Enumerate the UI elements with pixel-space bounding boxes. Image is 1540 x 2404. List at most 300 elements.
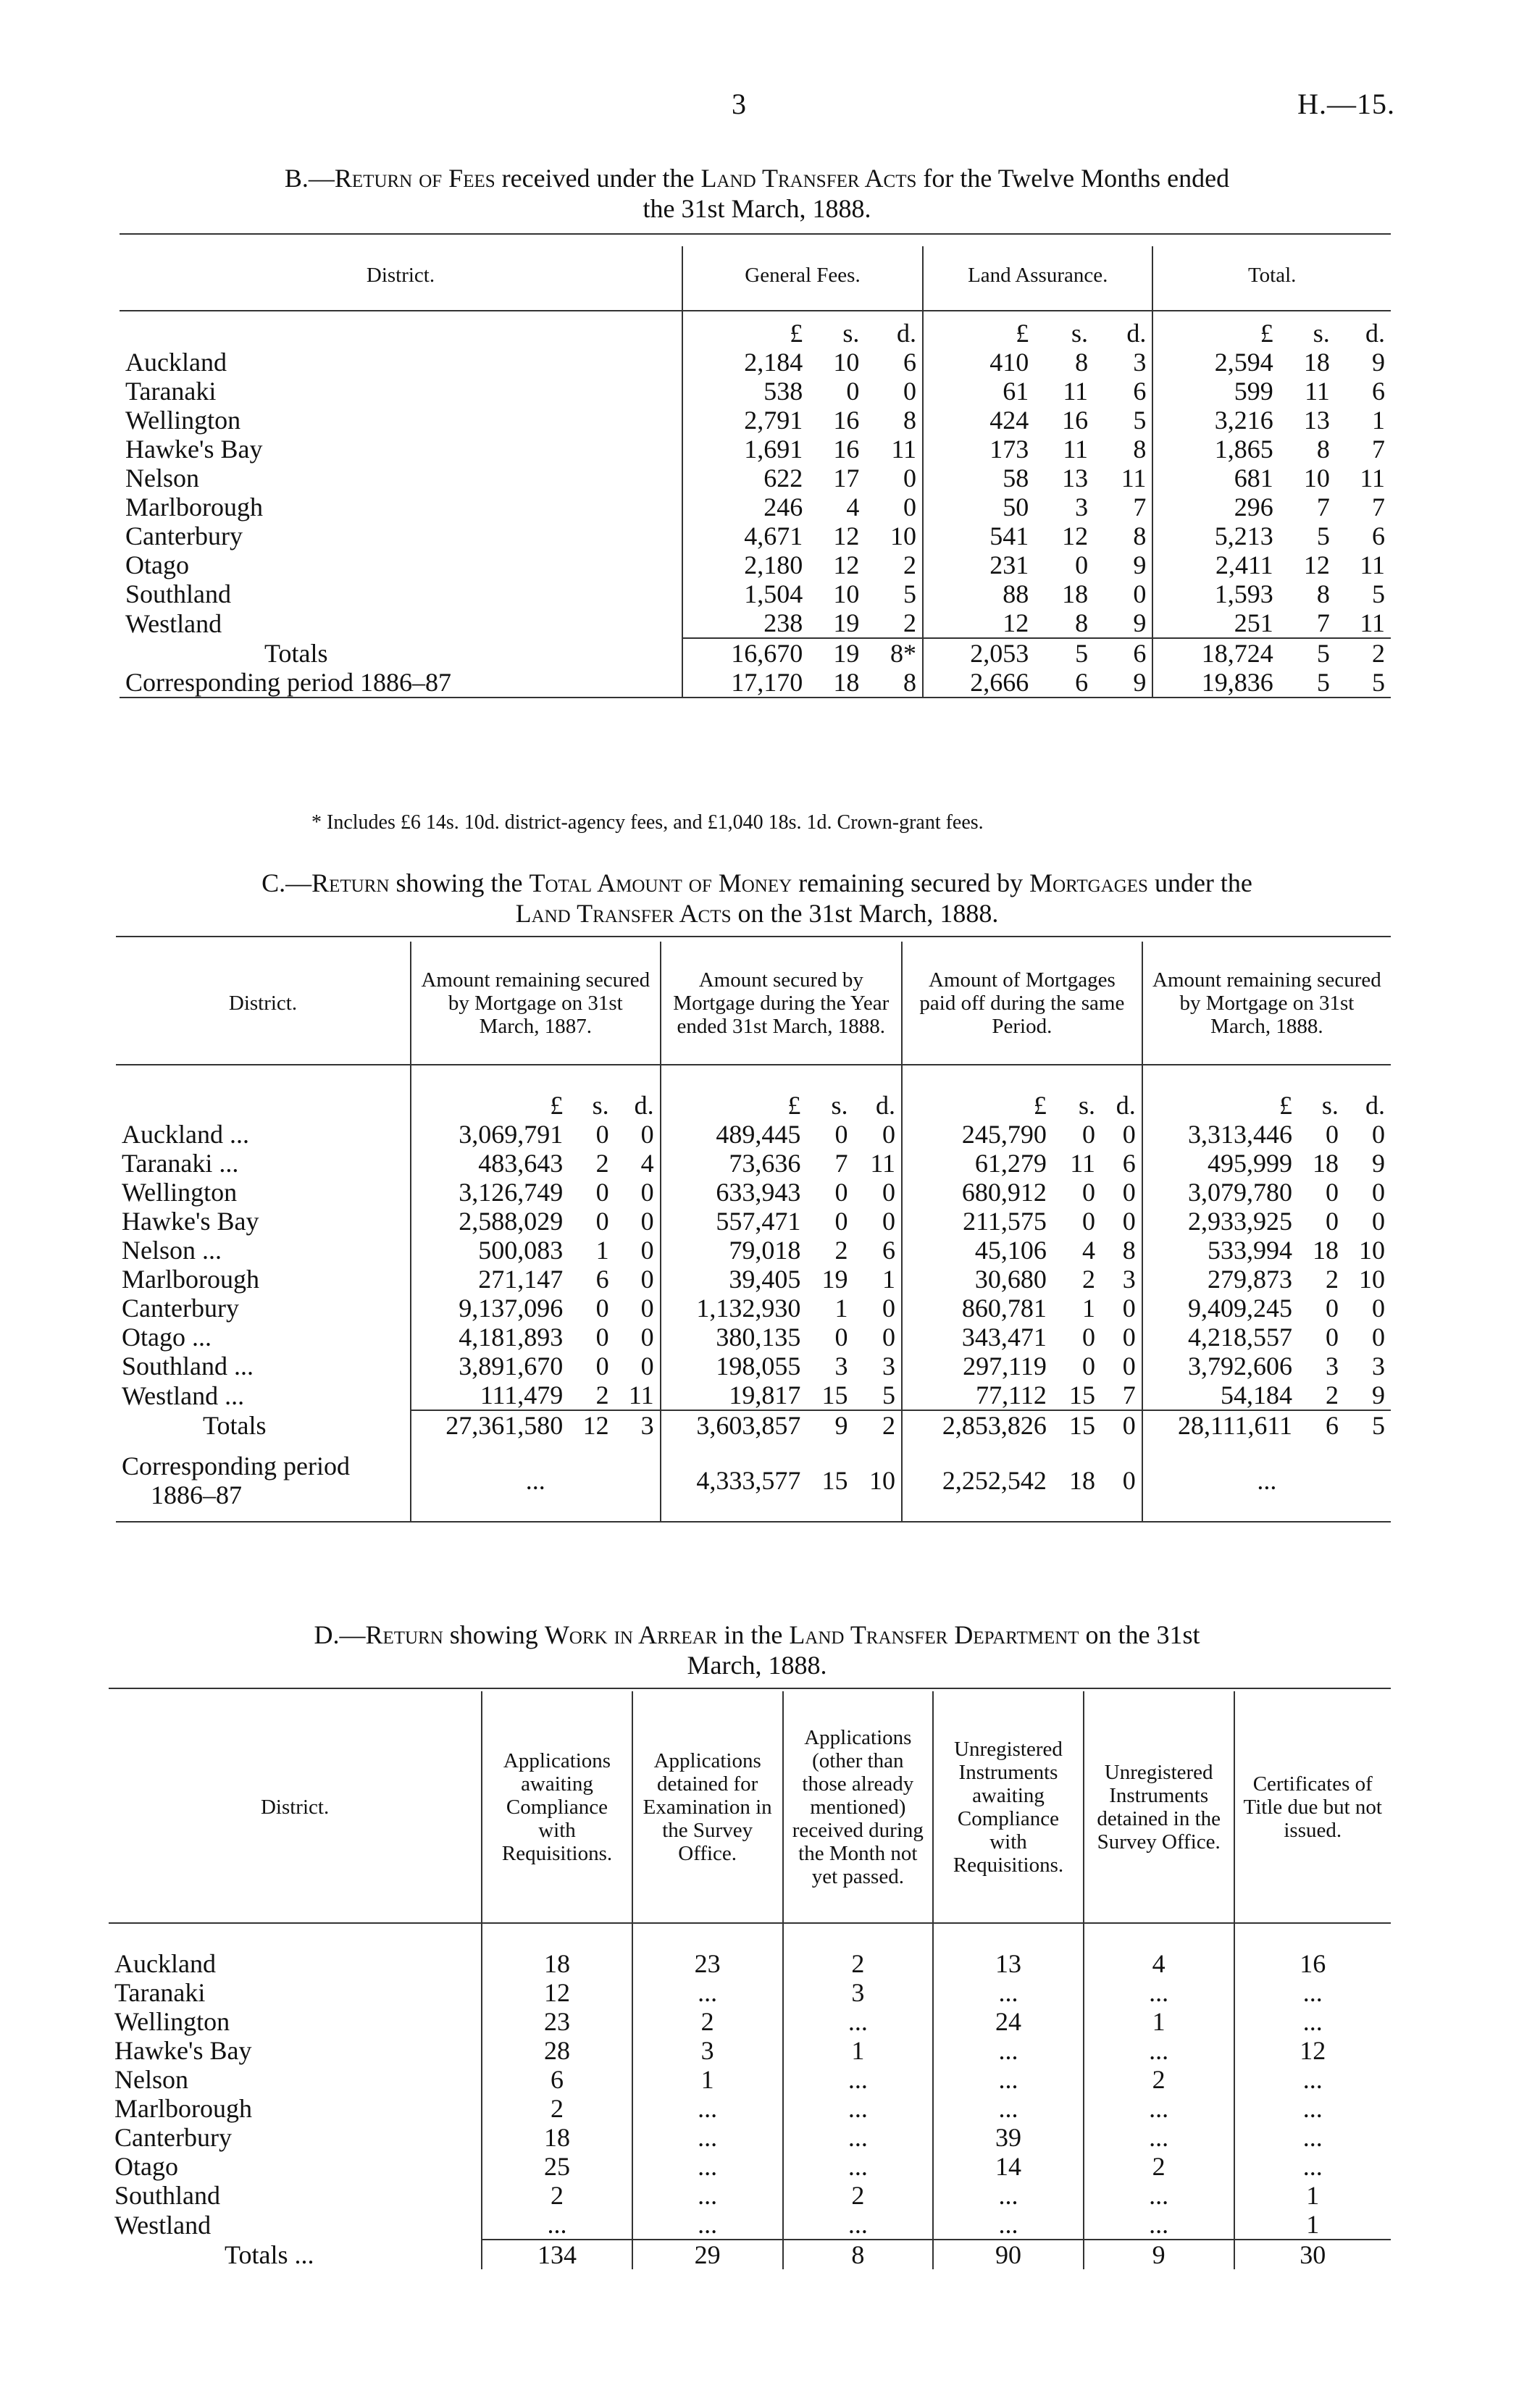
amount-cell: 1 [1372, 406, 1385, 435]
corresponding-row [116, 1440, 1391, 1522]
amount-cell: 1,865 [1152, 435, 1279, 464]
amount-cell: 6 [1122, 1149, 1136, 1178]
amount-cell: 0 [1122, 1323, 1136, 1352]
amount-cell: 18 [1053, 1440, 1101, 1522]
amount-cell: 0 [1133, 579, 1147, 608]
amount-cell: 0 [1081, 1323, 1095, 1352]
table-row [120, 377, 1391, 406]
amount-cell: 19 [833, 608, 860, 637]
amount-cell: 3,792,606 [1142, 1352, 1298, 1381]
amount-cell: 0 [882, 1323, 895, 1352]
count-cell: ... [933, 2181, 1084, 2210]
amount-cell: 11 [1063, 377, 1089, 406]
amount-cell: 15 [1068, 1381, 1095, 1410]
table-row [120, 348, 1391, 377]
amount-cell: 18 [1062, 579, 1089, 608]
amount-cell: 3 [882, 1352, 895, 1381]
count-cell: 1 [1234, 2181, 1392, 2210]
amount-cell: 0 [1101, 1440, 1142, 1522]
district-name: Otago [125, 550, 189, 579]
count-cell: ... [783, 2007, 934, 2036]
amount-cell: 0 [640, 1120, 654, 1149]
count-cell: 18 [482, 2123, 632, 2152]
count-cell: ... [1234, 2065, 1392, 2094]
amount-cell: 0 [1081, 1207, 1095, 1236]
amount-cell: 538 [682, 377, 808, 406]
amount-cell: 11 [628, 1381, 654, 1410]
units-spacer [120, 319, 682, 348]
amount-cell: 11 [1070, 1149, 1095, 1178]
count-cell: ... [933, 2210, 1084, 2240]
footnote: * Includes £6 14s. 10d. district-agency fees, and £1,040 18s. 1d. Crown-grant fees. [311, 811, 984, 834]
amount-cell: 5 [1372, 579, 1385, 608]
amount-cell: 4,181,893 [411, 1323, 569, 1352]
count-cell: 25 [482, 2152, 632, 2181]
count-cell: 24 [933, 2007, 1084, 2036]
count-cell: 30 [1234, 2240, 1392, 2269]
amount-cell: 2,184 [682, 348, 808, 377]
count-cell: ... [783, 2210, 934, 2240]
count-cell: ... [1234, 1978, 1392, 2007]
amount-cell: 541 [923, 522, 1034, 550]
table-row [120, 550, 1391, 579]
amount-cell: 8 [1316, 435, 1330, 464]
divider [120, 233, 1391, 235]
count-cell: ... [1084, 1978, 1234, 2007]
district-name: Hawke's Bay [125, 435, 263, 464]
count-cell: 2 [783, 2181, 934, 2210]
count-cell: ... [632, 2210, 783, 2240]
amount-cell: 54,184 [1142, 1381, 1298, 1410]
amount-cell: 1,593 [1152, 579, 1279, 608]
amount-cell: 9,137,096 [411, 1294, 569, 1323]
count-cell: 2 [1084, 2065, 1234, 2094]
corresponding-row [120, 668, 1391, 698]
count-cell: 29 [632, 2240, 783, 2269]
unit-label: £ [682, 319, 808, 348]
amount-cell: 10 [890, 522, 917, 550]
amount-cell: 2,791 [682, 406, 808, 435]
count-cell: 8 [783, 2240, 934, 2269]
district-name: Hawke's Bay [122, 1207, 259, 1236]
amount-cell: 13 [1303, 406, 1330, 435]
amount-cell: 2 [1325, 1265, 1339, 1294]
amount-cell: 9 [1094, 668, 1152, 698]
amount-cell: 7 [1372, 435, 1385, 464]
amount-cell: 10 [1303, 464, 1330, 493]
amount-cell: 0 [834, 1207, 848, 1236]
amount-cell: 73,636 [661, 1149, 807, 1178]
amount-cell: 211,575 [902, 1207, 1053, 1236]
count-cell: 1 [783, 2036, 934, 2065]
amount-cell: 1,691 [682, 435, 808, 464]
count-cell: 18 [482, 1949, 632, 1978]
table-row [109, 1949, 1391, 1978]
amount-cell: 1 [595, 1236, 609, 1265]
table-row [109, 2036, 1391, 2065]
unit-label: £ [661, 1091, 807, 1120]
district-name: Canterbury [125, 522, 243, 550]
amount-cell: 2,411 [1152, 550, 1279, 579]
totals-label: Totals ... [225, 2240, 314, 2269]
amount-cell: 4,218,557 [1142, 1323, 1298, 1352]
amount-cell: 0 [595, 1323, 609, 1352]
amount-cell: 8 [1075, 348, 1089, 377]
unit-label: s. [592, 1091, 609, 1120]
amount-cell: 10 [833, 348, 860, 377]
amount-cell: 3 [615, 1410, 661, 1440]
totals-row [109, 2240, 1391, 2269]
corresponding-label: Corresponding period 1886–87 [120, 668, 682, 698]
district-name: Taranaki ... [122, 1149, 239, 1178]
amount-cell: 0 [1122, 1207, 1136, 1236]
amount-cell: 16,670 [682, 638, 808, 668]
amount-cell: 2 [1081, 1265, 1095, 1294]
totals-row [120, 638, 1391, 668]
unit-label: s. [1078, 1091, 1095, 1120]
amount-cell: 0 [640, 1236, 654, 1265]
amount-cell: 6 [903, 348, 917, 377]
amount-cell: 111,479 [411, 1381, 569, 1410]
amount-cell: 11 [1121, 464, 1147, 493]
column-header-unregistered-detained: Unregistered Instruments detained in the Survey Office. [1084, 1691, 1234, 1923]
count-cell: 9 [1084, 2240, 1234, 2269]
amount-cell: 0 [903, 493, 917, 522]
column-header-unregistered-awaiting: Unregistered Instruments awaiting Compliance with Requisitions. [933, 1691, 1084, 1923]
table-row [116, 1381, 1391, 1410]
column-header-total: Total. [1152, 246, 1391, 304]
count-cell: ... [783, 2123, 934, 2152]
amount-cell: 0 [1325, 1178, 1339, 1207]
amount-cell: 50 [923, 493, 1034, 522]
amount-cell: ... [1142, 1440, 1391, 1522]
column-header-detained-examination: Applications detained for Examination in the Survey Office. [632, 1691, 783, 1923]
count-cell: 23 [482, 2007, 632, 2036]
page-reference: H.—15. [1297, 88, 1395, 120]
amount-cell: 231 [923, 550, 1034, 579]
amount-cell: 5 [1034, 638, 1094, 668]
amount-cell: 18,724 [1152, 638, 1279, 668]
amount-cell: 3,126,749 [411, 1178, 569, 1207]
amount-cell: 11 [1360, 464, 1385, 493]
amount-cell: 0 [882, 1207, 895, 1236]
amount-cell: 0 [1122, 1120, 1136, 1149]
unit-label: s. [1071, 319, 1089, 348]
unit-label: s. [831, 1091, 848, 1120]
amount-cell: 0 [1372, 1178, 1385, 1207]
table-row [109, 2123, 1391, 2152]
amount-cell: 0 [595, 1120, 609, 1149]
count-cell: ... [933, 2094, 1084, 2123]
amount-cell: 6 [882, 1236, 895, 1265]
amount-cell: 5 [1344, 1410, 1391, 1440]
unit-label: d. [897, 319, 917, 348]
count-cell: ... [482, 2210, 632, 2240]
amount-cell: 9 [1372, 1381, 1385, 1410]
count-cell: 6 [482, 2065, 632, 2094]
page-number: 3 [732, 88, 746, 120]
amount-cell: 0 [595, 1352, 609, 1381]
district-name: Nelson [125, 464, 199, 493]
count-cell: ... [1084, 2036, 1234, 2065]
amount-cell: 3 [1372, 1352, 1385, 1381]
column-header-remaining-1887: Amount remaining secured by Mortgage on 31st March, 1887. [411, 942, 661, 1065]
amount-cell: 495,999 [1142, 1149, 1298, 1178]
amount-cell: 19,817 [661, 1381, 807, 1410]
amount-cell: 8* [865, 638, 923, 668]
count-cell: ... [933, 1978, 1084, 2007]
amount-cell: 633,943 [661, 1178, 807, 1207]
amount-cell: 0 [1325, 1294, 1339, 1323]
amount-cell: 3,891,670 [411, 1352, 569, 1381]
count-cell: 23 [632, 1949, 783, 1978]
amount-cell: 483,643 [411, 1149, 569, 1178]
amount-cell: 246 [682, 493, 808, 522]
amount-cell: 28,111,611 [1142, 1410, 1298, 1440]
amount-cell: 2 [903, 550, 917, 579]
amount-cell: 2 [1336, 638, 1391, 668]
unit-label: £ [923, 319, 1034, 348]
column-header-district: District. [228, 991, 298, 1015]
count-cell: ... [1084, 2123, 1234, 2152]
unit-label: £ [411, 1091, 569, 1120]
amount-cell: 489,445 [661, 1120, 807, 1149]
count-cell: ... [632, 2123, 783, 2152]
column-header-secured-during-year: Amount secured by Mortgage during the Year ended 31st March, 1888. [661, 942, 902, 1065]
table-row [116, 1120, 1391, 1149]
count-cell: 1 [632, 2065, 783, 2094]
amount-cell: 4 [640, 1149, 654, 1178]
count-cell: 13 [933, 1949, 1084, 1978]
amount-cell: 0 [595, 1178, 609, 1207]
unit-label: £ [902, 1091, 1053, 1120]
amount-cell: 18 [808, 668, 865, 698]
amount-cell: 0 [834, 1120, 848, 1149]
count-cell: 3 [783, 1978, 934, 2007]
count-cell: 90 [933, 2240, 1084, 2269]
amount-cell: 271,147 [411, 1265, 569, 1294]
amount-cell: 39,405 [661, 1265, 807, 1294]
corresponding-label-line: Corresponding period [122, 1452, 350, 1480]
column-header-land-assurance: Land Assurance. [923, 246, 1152, 304]
amount-cell: 0 [1122, 1178, 1136, 1207]
section-d-title: D.—Return showing Work in Arrear in the Land Transfer Department on the 31st March, 1888. [314, 1620, 1200, 1680]
count-cell: ... [1084, 2210, 1234, 2240]
amount-cell: 11 [1360, 550, 1385, 579]
amount-cell: 30,680 [902, 1265, 1053, 1294]
amount-cell: 2,933,925 [1142, 1207, 1298, 1236]
amount-cell: 3,313,446 [1142, 1120, 1298, 1149]
amount-cell: 0 [1081, 1178, 1095, 1207]
table-row [116, 1265, 1391, 1294]
amount-cell: 3 [1133, 348, 1147, 377]
amount-cell: 7 [834, 1149, 848, 1178]
district-name: Wellington [114, 2007, 230, 2036]
amount-cell: 10 [1359, 1265, 1385, 1294]
count-cell: 12 [482, 1978, 632, 2007]
amount-cell: 0 [640, 1323, 654, 1352]
table-row [116, 1207, 1391, 1236]
amount-cell: 18 [1303, 348, 1330, 377]
amount-cell: 0 [834, 1323, 848, 1352]
amount-cell: 8 [903, 406, 917, 435]
amount-cell: 2 [595, 1149, 609, 1178]
count-cell: ... [783, 2065, 934, 2094]
count-cell: 3 [632, 2036, 783, 2065]
count-cell: 39 [933, 2123, 1084, 2152]
count-cell: ... [1084, 2181, 1234, 2210]
units-row [116, 1091, 1391, 1120]
units-spacer [116, 1091, 411, 1120]
amount-cell: 0 [1325, 1207, 1339, 1236]
district-name: Auckland ... [122, 1120, 249, 1149]
district-name: Auckland [114, 1949, 216, 1978]
divider [109, 1688, 1391, 1689]
amount-cell: 279,873 [1142, 1265, 1298, 1294]
amount-cell: 0 [846, 377, 860, 406]
amount-cell: 12 [569, 1410, 614, 1440]
table-row [116, 1323, 1391, 1352]
district-name: Nelson [114, 2065, 188, 2094]
unit-label: d. [1126, 319, 1147, 348]
amount-cell: 251 [1152, 608, 1279, 638]
amount-cell: 3,216 [1152, 406, 1279, 435]
district-name: Marlborough [125, 493, 263, 522]
amount-cell: 12 [833, 522, 860, 550]
amount-cell: 10 [1359, 1236, 1385, 1265]
count-cell: 1 [1084, 2007, 1234, 2036]
unit-label: d. [1365, 1091, 1385, 1120]
district-name: Wellington [125, 406, 241, 435]
amount-cell: 2 [903, 608, 917, 637]
table-row [116, 1352, 1391, 1381]
amount-cell: 15 [1053, 1410, 1101, 1440]
amount-cell: 11 [1063, 435, 1089, 464]
amount-cell: 9 [1372, 348, 1385, 377]
amount-cell: 6 [1298, 1410, 1344, 1440]
amount-cell: 3,603,857 [661, 1410, 807, 1440]
count-cell: ... [1234, 2094, 1392, 2123]
count-cell: ... [1234, 2152, 1392, 2181]
district-name: Westland [125, 608, 222, 638]
amount-cell: 0 [640, 1352, 654, 1381]
amount-cell: 2,588,029 [411, 1207, 569, 1236]
fees-table [120, 246, 1391, 698]
district-name: Southland ... [122, 1352, 254, 1381]
amount-cell: 0 [903, 464, 917, 493]
table-row [109, 2152, 1391, 2181]
amount-cell: 27,361,580 [411, 1410, 569, 1440]
amount-cell: 1 [834, 1294, 848, 1323]
count-cell: ... [1234, 2123, 1392, 2152]
count-cell: 12 [1234, 2036, 1392, 2065]
amount-cell: 17 [833, 464, 860, 493]
column-header-awaiting-compliance: Applications awaiting Compliance with Requisitions. [482, 1691, 632, 1923]
amount-cell: 5,213 [1152, 522, 1279, 550]
district-name: Nelson ... [122, 1236, 222, 1265]
unit-label: £ [1152, 319, 1279, 348]
amount-cell: 8 [1075, 608, 1089, 637]
amount-cell: 19,836 [1152, 668, 1279, 698]
amount-cell: 424 [923, 406, 1034, 435]
district-name: Wellington [122, 1178, 238, 1207]
amount-cell: 13 [1062, 464, 1089, 493]
amount-cell: 16 [1062, 406, 1089, 435]
count-cell: ... [933, 2065, 1084, 2094]
units-row [120, 319, 1391, 348]
amount-cell: 0 [882, 1294, 895, 1323]
count-cell: 2 [1084, 2152, 1234, 2181]
table-row [120, 435, 1391, 464]
totals-row [116, 1410, 1391, 1440]
totals-label: Totals [264, 638, 328, 668]
amount-cell: 15 [821, 1381, 848, 1410]
amount-cell: 16 [833, 435, 860, 464]
count-cell: 1 [1234, 2210, 1392, 2240]
count-cell: ... [632, 1978, 783, 2007]
amount-cell: 2 [1325, 1381, 1339, 1410]
district-name: Taranaki [125, 377, 217, 406]
section-c-title: C.—Return showing the Total Amount of Money remaining secured by Mortgages under the Land Transfer Acts on the 31st March, 1888. [261, 868, 1252, 928]
divider [116, 936, 1391, 937]
amount-cell: 9 [806, 1410, 853, 1440]
district-name: Canterbury [114, 2123, 232, 2152]
count-cell: ... [632, 2094, 783, 2123]
amount-cell: 2 [595, 1381, 609, 1410]
amount-cell: 681 [1152, 464, 1279, 493]
amount-cell: 0 [1325, 1120, 1339, 1149]
table-row [120, 493, 1391, 522]
amount-cell: 19 [821, 1265, 848, 1294]
amount-cell: 1 [882, 1265, 895, 1294]
amount-cell: 7 [1316, 608, 1330, 637]
amount-cell: 2 [854, 1410, 902, 1440]
amount-cell: 4,333,577 [661, 1440, 807, 1522]
amount-cell: 18 [1312, 1236, 1339, 1265]
mortgages-table [116, 942, 1391, 1523]
amount-cell: 7 [1122, 1381, 1136, 1410]
amount-cell: 173 [923, 435, 1034, 464]
district-name: Southland [125, 579, 232, 608]
column-header-other-applications: Applications (other than those already mentioned) received during the Month not yet passed. [783, 1691, 934, 1923]
section-b-title: B.—Return of Fees received under the Land Transfer Acts for the Twelve Months ended the 31st March, 1888. [284, 164, 1230, 223]
table-row [116, 1149, 1391, 1178]
amount-cell: 10 [833, 579, 860, 608]
amount-cell: 296 [1152, 493, 1279, 522]
column-header-paid-off: Amount of Mortgages paid off during the same Period. [902, 942, 1142, 1065]
column-header-remaining-1888: Amount remaining secured by Mortgage on 31st March, 1888. [1142, 942, 1391, 1065]
column-header-district: District. [366, 264, 435, 287]
amount-cell: 2,180 [682, 550, 808, 579]
amount-cell: 0 [1372, 1207, 1385, 1236]
count-cell: 16 [1234, 1949, 1392, 1978]
amount-cell: 860,781 [902, 1294, 1053, 1323]
amount-cell: 3 [1122, 1265, 1136, 1294]
amount-cell: 12 [1303, 550, 1330, 579]
count-cell: 14 [933, 2152, 1084, 2181]
amount-cell: 5 [882, 1381, 895, 1410]
table-row [109, 2094, 1391, 2123]
amount-cell: 77,112 [902, 1381, 1053, 1410]
amount-cell: 599 [1152, 377, 1279, 406]
corresponding-label-line: 1886–87 [151, 1480, 242, 1509]
district-name: Southland [114, 2181, 221, 2210]
amount-cell: 4,671 [682, 522, 808, 550]
amount-cell: 6 [1372, 522, 1385, 550]
amount-cell: 1,504 [682, 579, 808, 608]
amount-cell: 380,135 [661, 1323, 807, 1352]
table-row [109, 2065, 1391, 2094]
